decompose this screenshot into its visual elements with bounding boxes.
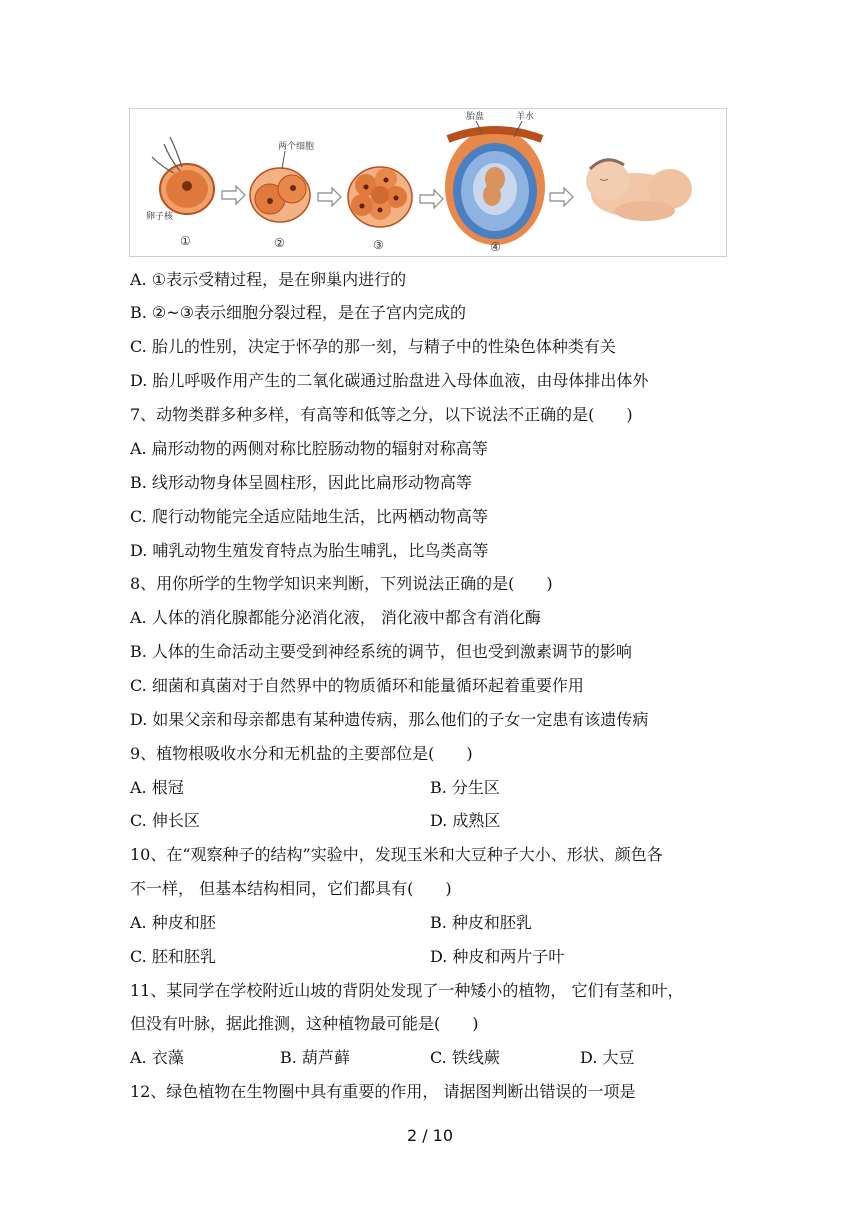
q11-stem-line2: 但没有叶脉，据此推测，这种植物最可能是( )	[130, 1014, 479, 1033]
q9-option-c: C. 伸长区	[130, 811, 200, 830]
q10-stem-line2: 不一样， 但基本结构相同，它们都具有( )	[130, 879, 452, 898]
q11-option-b: B. 葫芦藓	[280, 1048, 350, 1067]
q7-option-a: A. 扁形动物的两侧对称比腔肠动物的辐射对称高等	[130, 439, 488, 458]
arrow-2	[318, 188, 341, 206]
q7-option-b: B. 线形动物身体呈圆柱形，因此比扁形动物高等	[130, 473, 472, 492]
fetus-stage	[445, 110, 545, 254]
q10-option-d: D. 种皮和两片子叶	[430, 947, 565, 966]
q7-option-d: D. 哺乳动物生殖发育特点为胎生哺乳，比鸟类高等	[130, 541, 489, 560]
step-4-label: ④	[490, 240, 501, 254]
arrow-3	[420, 190, 443, 208]
amniotic-label: 羊水	[516, 112, 535, 122]
q10-stem-line1: 10、在“观察种子的结构”实验中，发现玉米和大豆种子大小、形状、颜色各	[130, 845, 663, 864]
multi-cell-stage	[348, 167, 412, 252]
q10-option-a: A. 种皮和胚	[130, 913, 216, 932]
q6-option-a: A. ①表示受精过程，是在卵巢内进行的	[130, 270, 407, 289]
q8-option-b: B. 人体的生命活动主要受到神经系统的调节，但也受到激素调节的影响	[130, 642, 632, 661]
q11-option-d: D. 大豆	[580, 1048, 635, 1067]
placenta-label: 胎盘	[466, 112, 485, 122]
arrow-1	[222, 186, 245, 204]
development-figure	[129, 108, 727, 257]
q10-option-b: B. 种皮和胚乳	[430, 913, 532, 932]
q8-option-c: C. 细菌和真菌对于自然界中的物质循环和能量循环起着重要作用	[130, 676, 584, 695]
sperm-egg-label: 卵子核	[146, 212, 174, 222]
step-2-label: ②	[274, 236, 285, 250]
q8-option-a: A. 人体的消化腺都能分泌消化液， 消化液中都含有消化酶	[130, 608, 541, 627]
q10-option-c: C. 胚和胚乳	[130, 947, 216, 966]
two-cell-stage	[250, 140, 314, 250]
q7-option-c: C. 爬行动物能完全适应陆地生活，比两栖动物高等	[130, 507, 488, 526]
q9-stem: 9、植物根吸收水分和无机盐的主要部位是( )	[130, 744, 473, 763]
q8-stem: 8、用你所学的生物学知识来判断，下列说法正确的是( )	[130, 574, 553, 593]
q6-option-c: C. 胎儿的性别，决定于怀孕的那一刻，与精子中的性染色体种类有关	[130, 337, 616, 356]
page-number: 2 / 10	[406, 1126, 454, 1145]
newborn-baby	[586, 160, 692, 221]
q11-option-a: A. 衣藻	[130, 1048, 184, 1067]
q11-stem-line1: 11、某同学在学校附近山坡的背阴处发现了一种矮小的植物， 它们有茎和叶，	[130, 981, 684, 1000]
q9-option-b: B. 分生区	[430, 778, 500, 797]
q8-option-d: D. 如果父亲和母亲都患有某种遗传病，那么他们的子女一定患有该遗传病	[130, 710, 649, 729]
q12-stem: 12、绿色植物在生物圈中具有重要的作用， 请据图判断出错误的一项是	[130, 1082, 636, 1101]
egg-cell-stage	[146, 137, 214, 248]
two-cells-label: 两个细胞	[278, 142, 315, 152]
step-3-label: ③	[373, 238, 384, 252]
q11-option-c: C. 铁线蕨	[430, 1048, 500, 1067]
step-1-label: ①	[180, 234, 191, 248]
q6-option-d: D. 胎儿呼吸作用产生的二氧化碳通过胎盘进入母体血液，由母体排出体外	[130, 371, 649, 390]
q7-stem: 7、动物类群多种多样，有高等和低等之分，以下说法不正确的是( )	[130, 405, 633, 424]
q6-option-b: B. ②~③表示细胞分裂过程，是在子宫内完成的	[130, 303, 467, 322]
development-diagram	[130, 109, 728, 258]
q9-option-d: D. 成熟区	[430, 811, 501, 830]
arrow-4	[550, 188, 573, 206]
q9-option-a: A. 根冠	[130, 778, 184, 797]
